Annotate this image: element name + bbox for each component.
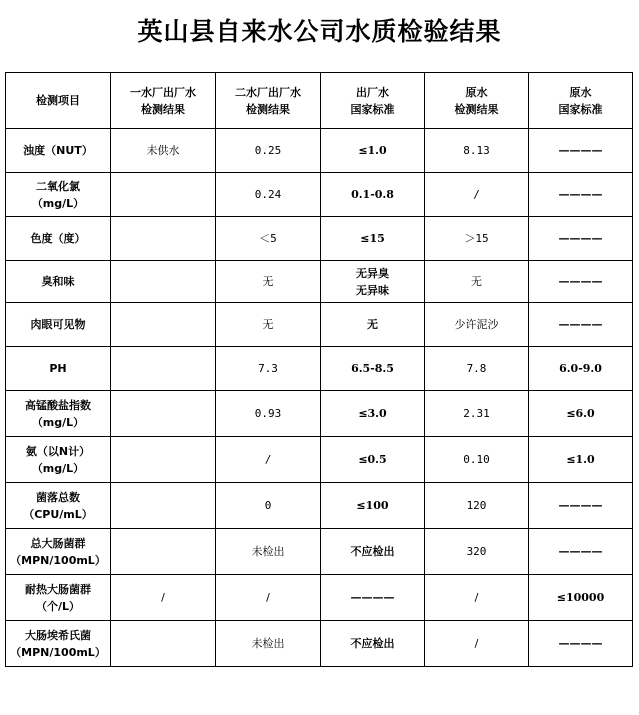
item-cell: 大肠埃希氏菌 （MPN/100mL）: [6, 621, 111, 667]
item-cell: 浊度（NUT）: [6, 129, 111, 173]
raw-cell: 2.31: [425, 391, 529, 437]
results-table: [5, 72, 633, 667]
std-raw-cell: ————: [529, 173, 633, 217]
raw-cell: ＞15: [425, 217, 529, 261]
table-row: [6, 391, 633, 437]
plant1-cell: [111, 529, 216, 575]
column-header-item: 检测项目: [6, 73, 111, 129]
column-header-plant1: 一水厂出厂水 检测结果: [111, 73, 216, 129]
item-cell: 肉眼可见物: [6, 303, 111, 347]
plant2-cell: 0: [216, 483, 321, 529]
raw-cell: 无: [425, 261, 529, 303]
plant1-cell: [111, 261, 216, 303]
std-raw-cell: ————: [529, 529, 633, 575]
std-raw-cell: ————: [529, 621, 633, 667]
table-row: [6, 483, 633, 529]
table-row: [6, 437, 633, 483]
table-row: [6, 173, 633, 217]
raw-cell: 8.13: [425, 129, 529, 173]
header-row: [6, 73, 633, 129]
std-out-cell: ≤3.0: [321, 391, 425, 437]
column-header-plant2: 二水厂出厂水 检测结果: [216, 73, 321, 129]
item-cell: 菌落总数 （CPU/mL）: [6, 483, 111, 529]
std-out-cell: ≤0.5: [321, 437, 425, 483]
table-row: [6, 129, 633, 173]
std-raw-cell: ————: [529, 217, 633, 261]
item-cell: 氨（以N计） （mg/L）: [6, 437, 111, 483]
raw-cell: 120: [425, 483, 529, 529]
raw-cell: 0.10: [425, 437, 529, 483]
std-out-cell: 不应检出: [321, 529, 425, 575]
plant1-cell: [111, 303, 216, 347]
table-row: [6, 303, 633, 347]
plant1-cell: [111, 483, 216, 529]
std-raw-cell: ≤6.0: [529, 391, 633, 437]
std-out-cell: 0.1-0.8: [321, 173, 425, 217]
item-cell: 臭和味: [6, 261, 111, 303]
plant2-cell: ＜5: [216, 217, 321, 261]
plant2-cell: 未检出: [216, 529, 321, 575]
plant1-cell: /: [111, 575, 216, 621]
std-out-cell: 不应检出: [321, 621, 425, 667]
table-row: [6, 261, 633, 303]
std-raw-cell: 6.0-9.0: [529, 347, 633, 391]
column-header-raw: 原水 检测结果: [425, 73, 529, 129]
item-cell: 二氧化氯 （mg/L）: [6, 173, 111, 217]
column-header-std-raw: 原水 国家标准: [529, 73, 633, 129]
plant2-cell: 0.25: [216, 129, 321, 173]
plant2-cell: 无: [216, 261, 321, 303]
plant1-cell: [111, 621, 216, 667]
std-out-cell: ≤100: [321, 483, 425, 529]
page-title: 英山县自来水公司水质检验结果: [137, 17, 502, 46]
table-row: [6, 347, 633, 391]
std-raw-cell: ≤10000: [529, 575, 633, 621]
plant2-cell: /: [216, 437, 321, 483]
plant1-cell: [111, 347, 216, 391]
plant2-cell: 7.3: [216, 347, 321, 391]
std-raw-cell: ————: [529, 483, 633, 529]
std-raw-cell: ————: [529, 303, 633, 347]
std-out-cell: 无异臭 无异味: [321, 261, 425, 303]
item-cell: 色度（度）: [6, 217, 111, 261]
raw-cell: 少许泥沙: [425, 303, 529, 347]
raw-cell: /: [425, 173, 529, 217]
item-cell: 总大肠菌群 （MPN/100mL）: [6, 529, 111, 575]
raw-cell: /: [425, 575, 529, 621]
plant2-cell: 无: [216, 303, 321, 347]
plant2-cell: 未检出: [216, 621, 321, 667]
std-raw-cell: ————: [529, 261, 633, 303]
std-raw-cell: ≤1.0: [529, 437, 633, 483]
table-row: [6, 529, 633, 575]
plant1-cell: [111, 391, 216, 437]
plant1-cell: [111, 173, 216, 217]
std-out-cell: ≤1.0: [321, 129, 425, 173]
raw-cell: 320: [425, 529, 529, 575]
plant2-cell: /: [216, 575, 321, 621]
raw-cell: 7.8: [425, 347, 529, 391]
std-out-cell: 6.5-8.5: [321, 347, 425, 391]
table-row: [6, 217, 633, 261]
std-out-cell: 无: [321, 303, 425, 347]
item-cell: PH: [6, 347, 111, 391]
plant1-cell: [111, 437, 216, 483]
std-raw-cell: ————: [529, 129, 633, 173]
table-row: [6, 621, 633, 667]
plant1-cell: [111, 217, 216, 261]
plant2-cell: 0.24: [216, 173, 321, 217]
std-out-cell: ————: [321, 575, 425, 621]
table-row: [6, 575, 633, 621]
raw-cell: /: [425, 621, 529, 667]
item-cell: 高锰酸盐指数 （mg/L）: [6, 391, 111, 437]
plant2-cell: 0.93: [216, 391, 321, 437]
plant1-cell: 未供水: [111, 129, 216, 173]
item-cell: 耐热大肠菌群 （个/L）: [6, 575, 111, 621]
column-header-std-out: 出厂水 国家标准: [321, 73, 425, 129]
std-out-cell: ≤15: [321, 217, 425, 261]
